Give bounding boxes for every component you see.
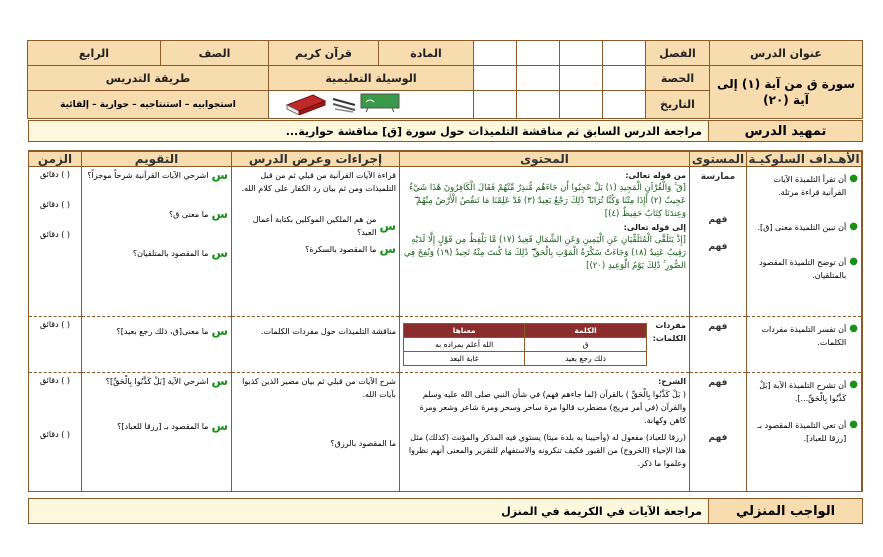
lesson-body (28, 150, 863, 492)
verse-text: [إِذْ يَتَلَقَّى الْمُتَلَقِّيَانِ عَنِ الْيَمِينِ وَعَنِ الشِّمَالِ قَعِيدٌ (١٧) مَّا يَلْفِظُ مِن قَوْلٍ إِلَّا لَدَيْهِ رَقِيبٌ عَتِيدٌ (١٨) وَجَاءَتْ سَكْرَةُ الْمَوْتِ بِالْحَقِّ ۖ ذَٰلِكَ مَا كُنتَ مِنْهُ تَحِيدُ (١٩) وَنُفِخَ فِي الصُّورِ ۚ ذَٰلِكَ يَوْمُ الْوَعِيدِ (٢٠)] (403, 235, 686, 271)
intro-label: تمهيد الدرس (708, 121, 862, 141)
period-cell[interactable] (560, 66, 603, 91)
s3-content (400, 373, 690, 491)
s2-level (690, 317, 747, 373)
time-value[interactable]: ( ) دقائق (39, 230, 71, 239)
s1-time (29, 167, 82, 317)
s3-goals (747, 373, 862, 491)
explanation-text: ( بَلْ كَذَّبُوا بِالْحَقِّ ) بالقرآن (لما جاءهم فهم) في شأن النبي صلى الله عليه وسلم والقرآن (في أمر مريج) مضطرب قالوا مرة ساحر وسحر ومرة شاعر وشعر ومرة كاهن وكهانة. (419, 390, 686, 425)
period-cell[interactable] (474, 66, 517, 91)
col-goals: الأهـداف السلوكيـة (748, 152, 860, 166)
question-text: ما معنى ق؟ (168, 210, 209, 219)
semester-cell[interactable] (603, 41, 646, 66)
procedure-text: ما المقصود بالرزق؟ (330, 439, 396, 448)
time-value[interactable]: ( ) دقائق (39, 376, 71, 385)
subject-label: المادة (379, 41, 474, 66)
content-heading: مفردات الكلمات: (652, 321, 686, 343)
s3-procedures (232, 373, 400, 491)
level-text: فهم (708, 215, 728, 225)
procedure-text: قراءة الآيات القرآنية من قبلي ثم من قبل التلميذات ومن ثم بيان رد الكفار على كلام الله. (241, 171, 396, 193)
subject-value: قرآن كريم (269, 41, 379, 66)
period-cell[interactable] (517, 66, 560, 91)
s3-time (29, 373, 82, 491)
date-cell[interactable] (474, 91, 517, 119)
col-time: الزمن (29, 152, 82, 167)
goal-text: أن تفسر التلميذة مفردات الكلمات. (761, 325, 847, 347)
verse-text: [قٓ ۚ وَالْقُرْآنِ الْمَجِيدِ (١) بَلْ عَجِبُوا أَن جَاءَهُم مُّنذِرٌ مِّنْهُمْ فَقَالَ الْكَافِرُونَ هَٰذَا شَيْءٌ عَجِيبٌ (٢) أَإِذَا مِتْنَا وَكُنَّا تُرَابًا ۖ ذَٰلِكَ رَجْعٌ بَعِيدٌ (٣) قَدْ عَلِمْنَا مَا تَنقُصُ الْأَرْضُ مِنْهُمْ ۖ وَعِندَنَا كِتَابٌ حَفِيظٌ (٤)] (408, 183, 686, 219)
question-text: ما المقصود بالمتلقيان؟ (132, 249, 209, 258)
date-label: التاريخ (646, 91, 710, 119)
vocab-word: ذلك رجع بعيد (525, 352, 646, 366)
semester-cell[interactable] (560, 41, 603, 66)
vocab-meaning: غاية البعد (404, 352, 525, 366)
goal-text: أن تبين التلميذة معنى [ق]. (757, 223, 847, 232)
s1-evaluation (82, 167, 232, 317)
question-mark-icon: س (211, 168, 228, 182)
s1-goals (747, 167, 862, 317)
time-value[interactable]: ( ) دقائق (39, 430, 71, 439)
content-heading: من قوله تعالى: (625, 171, 686, 180)
question-mark-icon: س (379, 218, 396, 233)
aids-label: الوسيلة التعليمية (269, 66, 474, 91)
whiteboard-icon (360, 93, 400, 116)
s1-levels (690, 167, 747, 317)
question-text: ما المقصود بـ [رزقا للعباد]؟ (117, 422, 209, 431)
s1-procedures (232, 167, 400, 317)
question-mark-icon: س (211, 374, 228, 388)
level-text: فهم (708, 378, 728, 388)
goal-text: أن توضح التلميذة المقصود بالمتلقيان. (759, 258, 847, 280)
intro-bar (28, 120, 863, 142)
s2-time (29, 317, 82, 373)
vocab-header: معناها (404, 324, 525, 338)
procedure-text: مناقشة التلميذات حول مفردات الكلمات. (260, 327, 396, 336)
goal-text: أن تقرأ التلميذة الآيات القرآنية قراءة مرتلة. (773, 175, 847, 197)
time-value[interactable]: ( ) دقائق (39, 320, 71, 329)
question-mark-icon: س (211, 324, 228, 338)
bullet-icon: ● (849, 379, 858, 390)
question-mark-icon: س (211, 207, 228, 221)
procedure-text: من هم الملكين الموكلين بكتابة أعمال العبد؟ (252, 215, 377, 237)
question-mark-icon: س (211, 419, 228, 433)
col-evaluation: التقويم (82, 152, 232, 167)
vocab-word: ق (525, 338, 646, 352)
question-mark-icon: س (379, 242, 396, 256)
time-value[interactable]: ( ) دقائق (39, 170, 71, 179)
intro-text: مراجعة الدرس السابق ثم مناقشة التلميذات حول سورة [ق] مناقشة حوارية... (29, 121, 708, 141)
lesson-title-label: عنوان الدرس (710, 41, 863, 66)
level-text: ممارسة (700, 172, 736, 182)
semester-label: الفصل (646, 41, 710, 66)
period-cell[interactable] (603, 66, 646, 91)
method-value: استجوابيه – استنتاجيه – حوارية – إلقائية (28, 91, 269, 119)
bullet-icon: ● (849, 256, 858, 267)
question-mark-icon: س (211, 246, 228, 260)
homework-bar (28, 498, 863, 524)
teaching-aids-cell (269, 91, 474, 119)
goal-text: أن تعي التلميذة المقصود بـ [رزقا للعباد]. (757, 421, 847, 443)
lesson-header-table (27, 40, 863, 119)
vocab-table (403, 323, 647, 366)
lesson-body-table (28, 151, 862, 491)
bullet-icon: ● (849, 221, 858, 232)
bullet-icon: ● (849, 173, 858, 184)
level-text: فهم (708, 242, 728, 252)
s2-evaluation (82, 317, 232, 373)
date-cell[interactable] (603, 91, 646, 119)
content-heading: الشرح: (658, 377, 686, 386)
semester-cell[interactable] (474, 41, 517, 66)
homework-label: الواجب المنزلي (708, 499, 862, 523)
s2-content (400, 317, 690, 373)
question-text: ما معنى[ق، ذلك رجع بعيد]؟ (116, 327, 209, 336)
bullet-icon: ● (849, 323, 858, 334)
procedure-text: ما المقصود بالسكرة؟ (305, 245, 377, 254)
s2-procedure (232, 317, 400, 373)
homework-text: مراجعة الآيات في الكريمة في المنزل (29, 499, 708, 523)
date-cell[interactable] (560, 91, 603, 119)
vocab-meaning: الله أعلم بمراده به (404, 338, 525, 352)
date-cell[interactable] (517, 91, 560, 119)
s1-content (400, 167, 690, 317)
question-text: اشرحي الآيات القرآنية شرحاً موجزاً؟ (87, 171, 209, 180)
time-value[interactable]: ( ) دقائق (39, 200, 71, 209)
pens-icon (331, 93, 357, 116)
book-icon (283, 91, 327, 118)
method-label: طريقة التدريس (28, 66, 269, 91)
procedure-text: شرح الآيات من قبلي ثم بيان مصير الذين كذبوا بآيات الله. (242, 377, 396, 399)
bullet-icon: ● (849, 419, 858, 430)
content-heading: إلى قوله تعالى: (623, 223, 686, 232)
question-text: اشرحي الآية [بَلْ كَذَّبُوا بِالْحَقِّ]؟ (105, 377, 209, 386)
s3-evaluation (82, 373, 232, 491)
lesson-plan-page (28, 40, 863, 527)
explanation-text: (رزقا للعباد) مفعول له (وأحيينا به بلدة ميتا) يستوي فيه المذكر والمؤنث (كذلك) مثل هذا الإحياء (الخروج) من القبور فكيف تنكرونه والاستفهام للتقرير والمعنى أنهم نظروا وعلموا ما ذكر. (408, 433, 686, 468)
col-procedures: إجراءات وعرض الدرس (232, 152, 400, 167)
class-label: الصف (161, 41, 269, 66)
class-value: الرابع (28, 41, 161, 66)
semester-cell[interactable] (517, 41, 560, 66)
col-level: المستوى (690, 152, 747, 167)
s3-levels (690, 373, 747, 491)
vocab-header: الكلمة (525, 324, 646, 338)
lesson-title-value: سورة ق من آية (١) إلى آية (٢٠) (710, 66, 863, 119)
level-text: فهم (708, 433, 728, 443)
col-content: المحتوى (400, 152, 690, 167)
period-label: الحصة (646, 66, 710, 91)
s2-goals (747, 317, 862, 373)
goal-text: أن تشرح التلميذة الآية [بَلْ كَذَّبُوا بِالْحَقِّ...]. (759, 381, 847, 403)
level-text: فهم (708, 322, 728, 332)
